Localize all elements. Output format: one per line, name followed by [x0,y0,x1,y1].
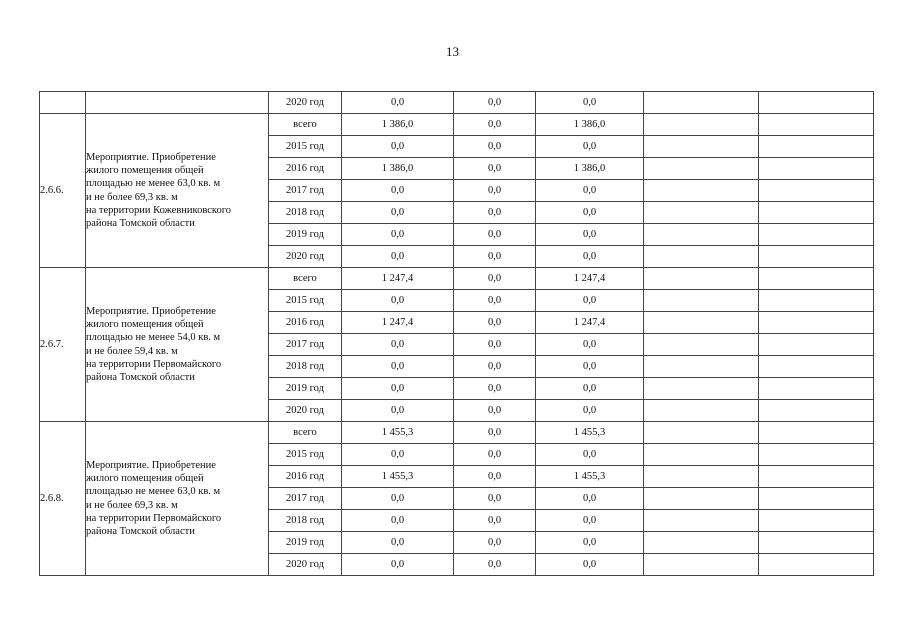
description-line: и не более 69,3 кв. м [86,191,178,203]
federal-cell: 0,0 [454,378,536,400]
year-cell: 2015 год [269,444,342,466]
regional-cell: 0,0 [536,180,644,202]
total-cell: 0,0 [342,356,454,378]
total-cell: 1 247,4 [342,268,454,290]
total-cell: 0,0 [342,136,454,158]
table-row [40,422,874,444]
federal-cell: 0,0 [454,400,536,422]
regional-cell: 0,0 [536,510,644,532]
federal-cell: 0,0 [454,312,536,334]
total-cell: 0,0 [342,554,454,576]
year-cell: 2016 год [269,312,342,334]
regional-cell: 0,0 [536,400,644,422]
description-line: на территории Первомайского [86,358,222,370]
regional-cell: 0,0 [536,532,644,554]
year-cell: 2018 год [269,202,342,224]
year-cell: всего [269,268,342,290]
regional-cell: 1 247,4 [536,268,644,290]
empty-cell [759,268,874,290]
empty-cell [644,532,759,554]
description-line: района Томской области [86,217,195,229]
table-row [40,114,874,136]
regional-cell: 0,0 [536,488,644,510]
federal-cell: 0,0 [454,356,536,378]
regional-cell: 1 455,3 [536,466,644,488]
empty-cell [644,312,759,334]
federal-cell: 0,0 [454,334,536,356]
empty-cell [644,356,759,378]
empty-cell [644,268,759,290]
total-cell: 0,0 [342,290,454,312]
federal-cell: 0,0 [454,246,536,268]
budget-table [39,91,874,576]
regional-cell: 1 386,0 [536,158,644,180]
page-number: 13 [446,44,459,59]
regional-cell: 0,0 [536,290,644,312]
federal-cell: 0,0 [454,290,536,312]
empty-cell [759,356,874,378]
description-line: района Томской области [86,371,195,383]
empty-cell [644,158,759,180]
year-cell: 2016 год [269,466,342,488]
empty-cell [759,180,874,202]
federal-cell: 0,0 [454,136,536,158]
empty-cell [759,532,874,554]
description-line: и не более 69,3 кв. м [86,499,178,511]
empty-cell [644,224,759,246]
year-cell: всего [269,114,342,136]
regional-cell: 0,0 [536,378,644,400]
empty-cell [644,180,759,202]
total-cell: 1 455,3 [342,466,454,488]
empty-cell [759,114,874,136]
federal-cell: 0,0 [454,554,536,576]
federal-cell: 0,0 [454,114,536,136]
description-line: площадью не менее 54,0 кв. м [86,332,221,344]
year-cell: 2016 год [269,158,342,180]
year-cell: 2017 год [269,180,342,202]
description-line: жилого помещения общей [86,473,204,485]
empty-cell [644,444,759,466]
empty-cell [759,510,874,532]
description-line: площадью не менее 63,0 кв. м [86,178,221,190]
empty-cell [759,202,874,224]
total-cell: 0,0 [342,180,454,202]
year-cell: 2017 год [269,488,342,510]
regional-cell: 0,0 [536,444,644,466]
regional-cell: 1 455,3 [536,422,644,444]
empty-cell [644,554,759,576]
federal-cell: 0,0 [454,532,536,554]
year-cell: 2020 год [269,400,342,422]
year-cell: 2020 год [269,246,342,268]
empty-cell [644,422,759,444]
year-cell: 2019 год [269,378,342,400]
year-cell: 2018 год [269,510,342,532]
year-cell: всего [269,422,342,444]
total-cell: 0,0 [342,532,454,554]
empty-cell [644,202,759,224]
regional-cell: 0,0 [536,246,644,268]
total-cell: 0,0 [342,246,454,268]
federal-cell: 0,0 [454,422,536,444]
federal-cell: 0,0 [454,488,536,510]
empty-cell [759,224,874,246]
empty-cell [644,246,759,268]
empty-cell [644,92,759,114]
total-cell: 0,0 [342,224,454,246]
item-description-cell [86,422,269,576]
total-cell: 0,0 [342,378,454,400]
year-cell: 2015 год [269,136,342,158]
description-line: Мероприятие. Приобретение [86,459,216,471]
empty-cell [644,114,759,136]
empty-cell [644,136,759,158]
regional-cell: 0,0 [536,334,644,356]
total-cell: 1 386,0 [342,158,454,180]
total-cell: 0,0 [342,444,454,466]
federal-cell: 0,0 [454,268,536,290]
federal-cell: 0,0 [454,92,536,114]
total-cell: 0,0 [342,92,454,114]
year-cell: 2020 год [269,554,342,576]
empty-cell [759,92,874,114]
table-row [40,92,874,114]
total-cell: 0,0 [342,400,454,422]
empty-cell [759,444,874,466]
regional-cell: 1 247,4 [536,312,644,334]
total-cell: 1 386,0 [342,114,454,136]
empty-cell [644,334,759,356]
federal-cell: 0,0 [454,510,536,532]
description-line: Мероприятие. Приобретение [86,305,216,317]
regional-cell: 0,0 [536,202,644,224]
empty-cell [759,488,874,510]
item-number-cell: 2.6.8. [40,422,86,576]
empty-cell [759,400,874,422]
year-cell: 2015 год [269,290,342,312]
total-cell: 0,0 [342,510,454,532]
empty-cell [759,422,874,444]
empty-cell [759,334,874,356]
federal-cell: 0,0 [454,466,536,488]
federal-cell: 0,0 [454,158,536,180]
federal-cell: 0,0 [454,444,536,466]
description-line: жилого помещения общей [86,319,204,331]
year-cell: 2020 год [269,92,342,114]
empty-cell [644,378,759,400]
year-cell: 2019 год [269,224,342,246]
empty-cell [759,312,874,334]
year-cell: 2018 год [269,356,342,378]
empty-cell [759,158,874,180]
empty-cell [644,488,759,510]
table-row [40,268,874,290]
regional-cell: 0,0 [536,92,644,114]
total-cell: 0,0 [342,488,454,510]
year-cell: 2019 год [269,532,342,554]
federal-cell: 0,0 [454,180,536,202]
total-cell: 0,0 [342,334,454,356]
description-line: на территории Первомайского [86,512,222,524]
total-cell: 1 247,4 [342,312,454,334]
item-number-cell: 2.6.6. [40,114,86,268]
description-line: жилого помещения общей [86,165,204,177]
regional-cell: 0,0 [536,356,644,378]
year-cell: 2017 год [269,334,342,356]
empty-cell [759,466,874,488]
regional-cell: 0,0 [536,224,644,246]
total-cell: 1 455,3 [342,422,454,444]
item-description-cell [86,114,269,268]
empty-cell [759,136,874,158]
total-cell: 0,0 [342,202,454,224]
description-line: Мероприятие. Приобретение [86,151,216,163]
empty-cell [644,466,759,488]
item-number-cell: 2.6.7. [40,268,86,422]
item-number-cell [40,92,86,114]
item-description-cell [86,268,269,422]
description-line: на территории Кожевниковского [86,204,232,216]
description-line: и не более 59,4 кв. м [86,345,178,357]
description-line: района Томской области [86,525,195,537]
empty-cell [759,378,874,400]
federal-cell: 0,0 [454,224,536,246]
empty-cell [759,246,874,268]
description-line: площадью не менее 63,0 кв. м [86,486,221,498]
empty-cell [644,510,759,532]
regional-cell: 0,0 [536,554,644,576]
empty-cell [644,290,759,312]
empty-cell [759,554,874,576]
empty-cell [644,400,759,422]
federal-cell: 0,0 [454,202,536,224]
item-description-cell [86,92,269,114]
regional-cell: 0,0 [536,136,644,158]
regional-cell: 1 386,0 [536,114,644,136]
empty-cell [759,290,874,312]
